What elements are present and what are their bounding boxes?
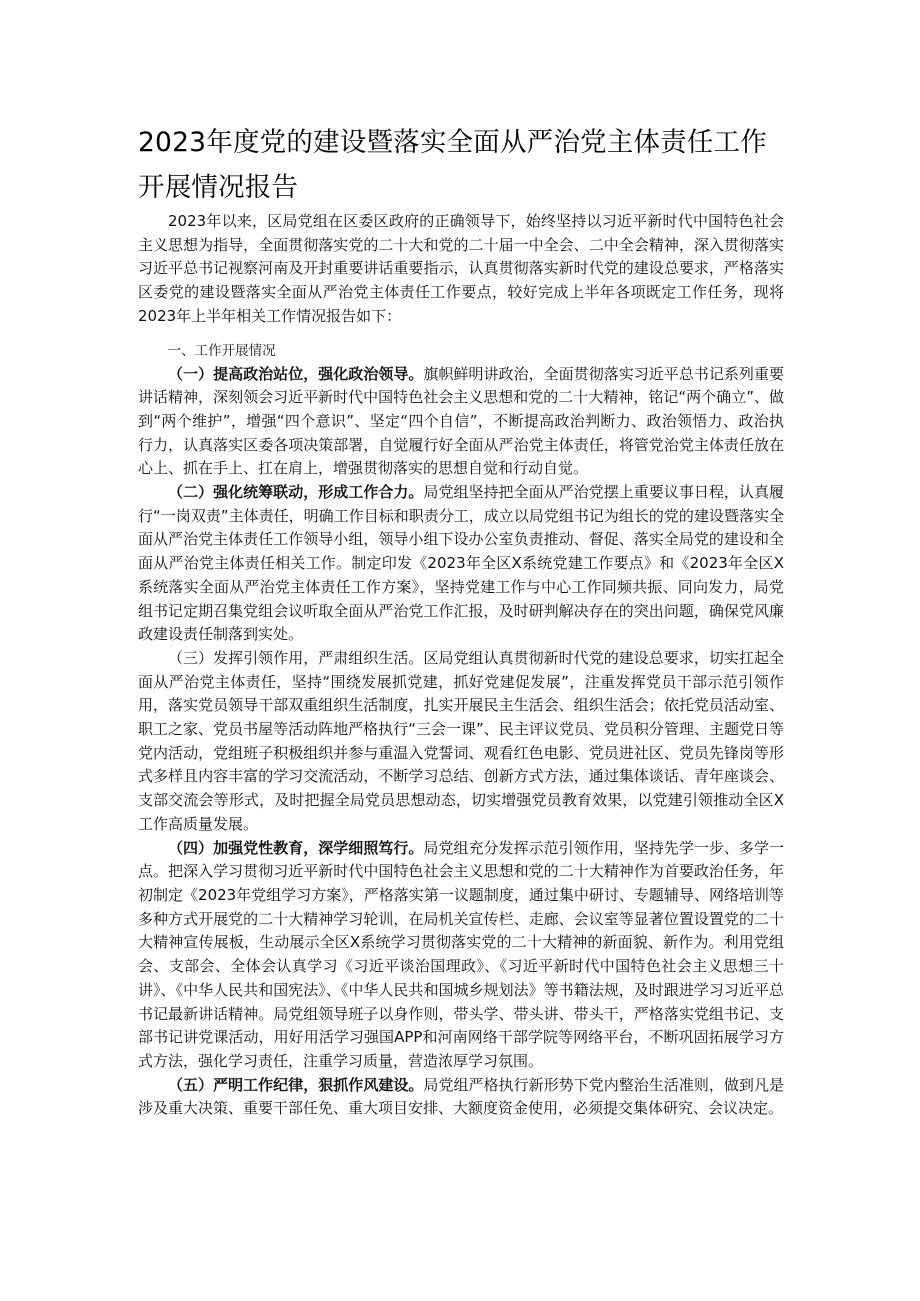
paragraph-label: （四）加强党性教育，深学细照笃行。 bbox=[168, 838, 424, 857]
document-title bbox=[138, 120, 784, 210]
title-line-2: 开展情况报告 bbox=[138, 172, 299, 203]
paragraph-item-2 bbox=[138, 481, 784, 647]
title-line-1: 2023年度党的建设暨落实全面从严治党主体责任工作 bbox=[138, 127, 767, 158]
paragraph-item-3 bbox=[138, 647, 784, 837]
intro-paragraph: 2023年以来，区局党组在区委区政府的正确领导下，始终坚持以习近平新时代中国特色社会主义思想为指导，全面贯彻落实党的二十大和党的二十届一中全会、二中全会精神，深入贯彻落实习近平总书记视察河南及开封重要讲话重要指示，认真贯彻落实新时代党的建设总要求，严格落实区委党的建设暨落实全面从严治党主体责任工作要点，较好完成上半年各项既定工作任务，现将2023年上半年相关工作情况报告如下： bbox=[138, 212, 784, 325]
paragraph-item-1 bbox=[138, 363, 784, 482]
paragraph-label: （二）强化统筹联动，形成工作合力。 bbox=[168, 483, 424, 502]
paragraph-body: 旗帜鲜明讲政治，全面贯彻落实习近平总书记系列重要讲话精神，深刻领会习近平新时代中国特色社会主义思想和党的二十大精神，铭记“两个确立”、做到“两个维护”，增强“四个意识”、坚定“四个自信”，不断提高政治判断力、政治领悟力、政治执行力，认真落实区委各项决策部署，自觉履行好全面从严治党主体责任，将管党治党主体责任放在心上、抓在手上、扛在肩上，增强贯彻落实的思想自觉和行动自觉。 bbox=[138, 364, 784, 478]
document-page bbox=[138, 120, 784, 1121]
paragraph-body: 区局党组认真贯彻新时代党的建设总要求，切实扛起全面从严治党主体责任，坚持“围绕发展抓党建，抓好党建促发展”，注重发挥党员干部示范引领作用，落实党员领导干部双重组织生活制度，扎实开展民主生活会、组织生活会；依托党员活动室、职工之家、党员书屋等活动阵地严格执行“三会一课”、民主评议党员、党员积分管理、主题党日等党内活动，党组班子积极组织并参与重温入党誓词、观看红色电影、党员进社区、党员先锋岗等形式多样且内容丰富的学习交流活动，不断学习总结、创新方式方法，通过集体谈话、青年座谈会、支部交流会等形式，及时把握全局党员思想动态，切实增强党员教育效果，以党建引领推动全区X工作高质量发展。 bbox=[138, 648, 784, 833]
paragraph-item-5 bbox=[138, 1074, 784, 1121]
paragraph-label: （一）提高政治站位，强化政治领导。 bbox=[168, 364, 424, 383]
paragraph-body: 局党组坚持把全面从严治党摆上重要议事日程，认真履行“一岗双责”主体责任，明确工作目标和职责分工，成立以局党组书记为组长的党的建设暨落实全面从严治党主体责任工作领导小组，领导小组下设办公室负责推动、督促、落实全局党的建设和全面从严治党主体责任相关工作。制定印发《2023年全区X系统党建工作要点》和《2023年全区X系统落实全面从严治党主体责任工作方案》，坚持党建工作与中心工作同频共振、同向发力，局党组书记定期召集党组会议听取全面从严治党工作汇报，及时研判解决存在的突出问题，确保党风廉政建设责任制落到实处。 bbox=[138, 483, 784, 644]
paragraph-label: （三）发挥引领作用，严肃组织生活。 bbox=[168, 648, 424, 667]
paragraph-body: 局党组严格执行新形势下党内整治生活准则，做到凡是涉及重大决策、重要干部任免、重大项目安排、大额度资金使用，必须提交集体研究、会议决定。 bbox=[138, 1075, 784, 1118]
paragraph-item-4 bbox=[138, 837, 784, 1074]
paragraph-body: 局党组充分发挥示范引领作用，坚持先学一步、多学一点。把深入学习贯彻习近平新时代中国特色社会主义思想和党的二十大精神作为首要政治任务，年初制定《2023年党组学习方案》，严格落实第一议题制度，通过集中研讨、专题辅导、网络培训等多种方式开展党的二十大精神学习轮训，在局机关宣传栏、走廊、会议室等显著位置设置党的二十大精神宣传展板，生动展示全区X系统学习贯彻落实党的二十大精神的新面貌、新作为。利用党组会、支部会、全体会认真学习《习近平谈治国理政》、《习近平新时代中国特色社会主义思想三十讲》、《中华人民共和国宪法》、《中华人民共和国城乡规划法》等书籍法规，及时跟进学习习近平总书记最新讲话精神。局党组领导班子以身作则，带头学、带头讲、带头干，严格落实党组书记、支部书记讲党课活动，用好用活学习强国APP和河南网络干部学院等网络平台，不断巩固拓展学习方式方法，强化学习责任，注重学习质量，营造浓厚学习氛围。 bbox=[138, 838, 784, 1070]
section-heading: 一、工作开展情况 bbox=[167, 342, 276, 359]
paragraph-label: （五）严明工作纪律，狠抓作风建设。 bbox=[168, 1075, 424, 1094]
